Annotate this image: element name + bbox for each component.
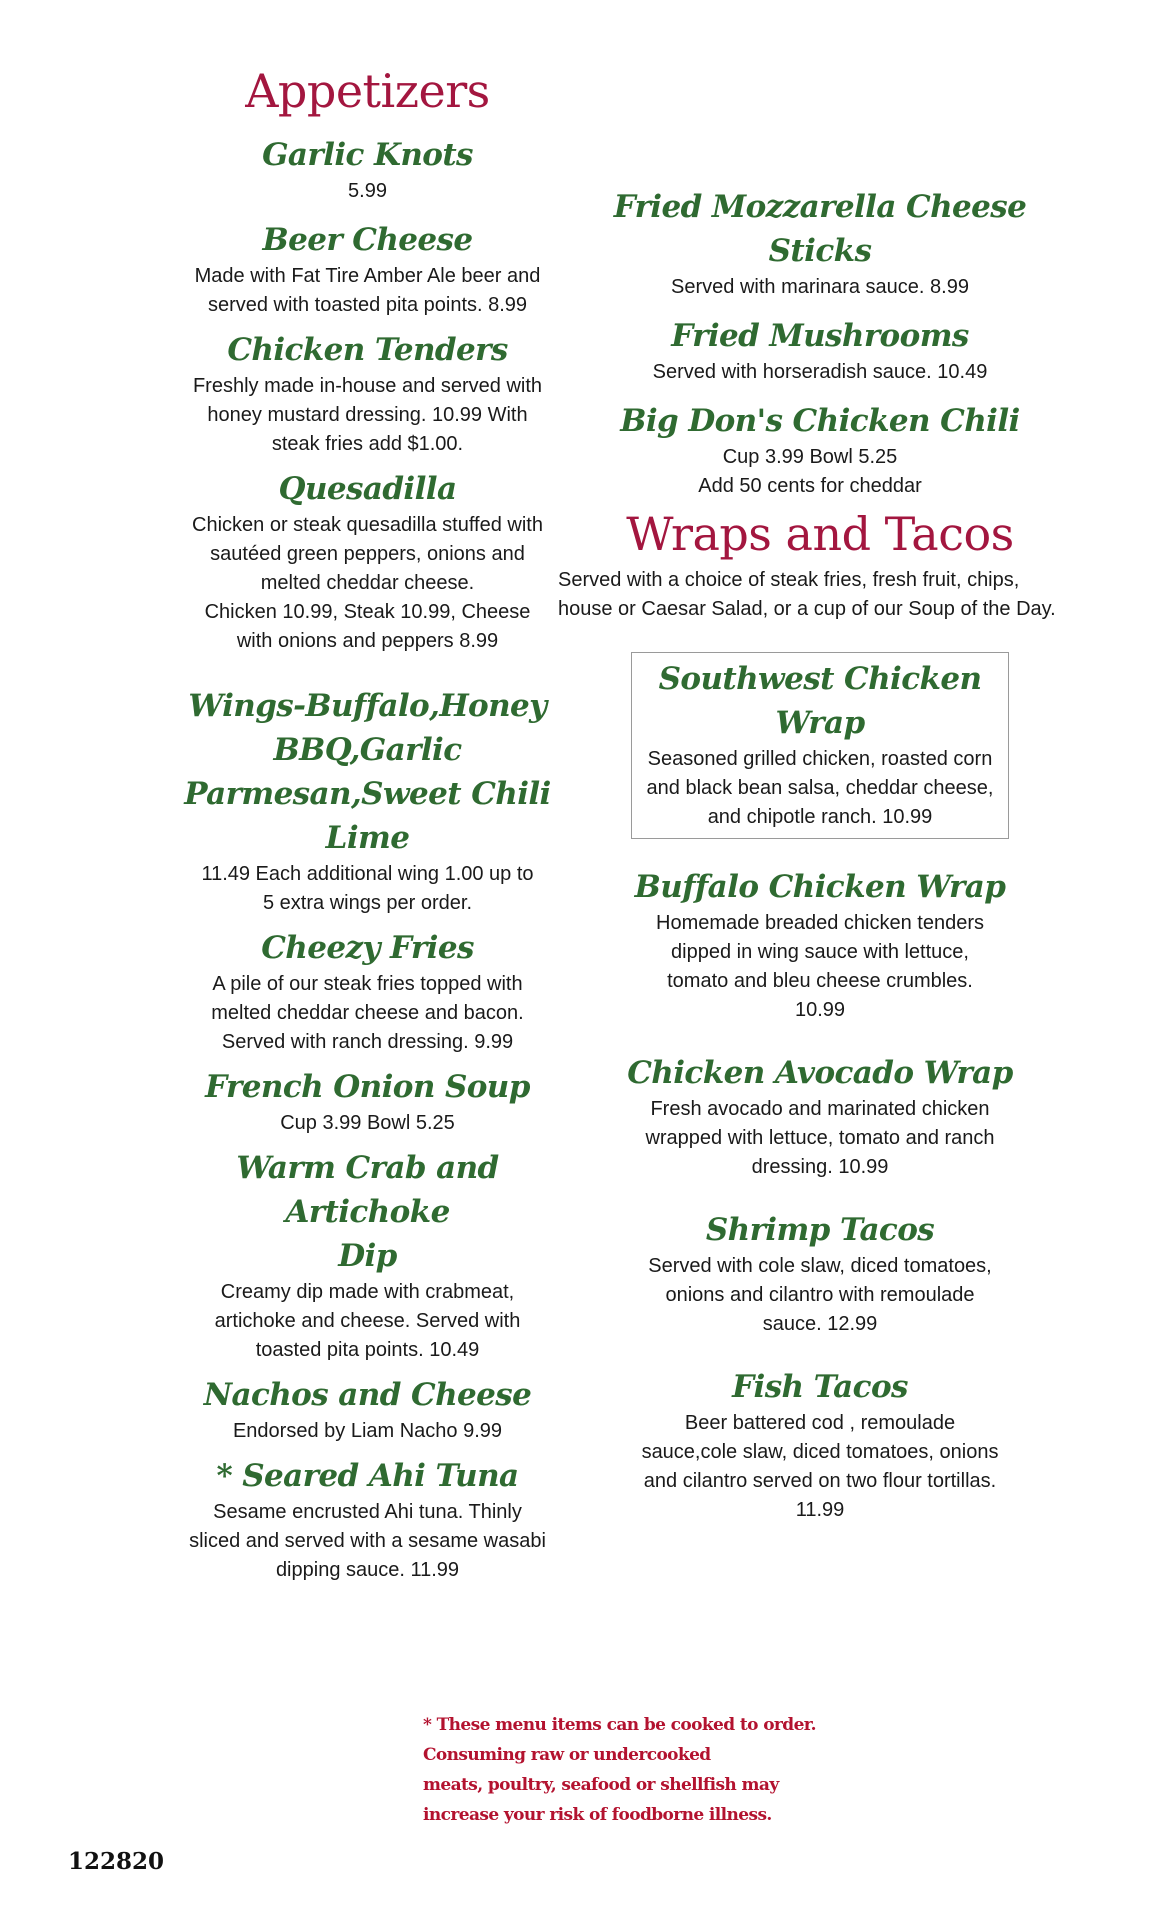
menu-item-cheezy-fries bbox=[180, 926, 555, 1057]
appetizers-title: Appetizers bbox=[245, 64, 490, 118]
menu-code: 122820 bbox=[68, 1848, 165, 1875]
item-desc: Cup 3.99 Bowl 5.25 bbox=[280, 1111, 455, 1134]
item-name: Chicken Avocado Wrap bbox=[627, 1054, 1013, 1091]
item-desc: 5.99 bbox=[348, 179, 387, 202]
item-desc: Cup 3.99 Bowl 5.25 Add 50 cents for cheddar bbox=[698, 446, 922, 497]
item-desc: Freshly made in-house and served with honey mustard dressing. 10.99 With steak fries add $1.00. bbox=[192, 374, 543, 455]
item-name: Quesadilla bbox=[278, 470, 457, 507]
item-name: Beer Cheese bbox=[262, 221, 473, 258]
item-name: Fried Mushrooms bbox=[671, 318, 969, 354]
item-desc: Fresh avocado and marinated chicken wrapped with lettuce, tomato and ranch dressing. 10.99 bbox=[645, 1097, 995, 1178]
menu-item-quesadilla bbox=[180, 467, 555, 656]
item-desc: Homemade breaded chicken tenders dipped in wing sauce with lettuce, tomato and bleu cheese crumbles. 10.99 bbox=[656, 911, 984, 1021]
item-name: Big Don's Chicken Chili bbox=[620, 403, 1020, 439]
featured-item-box bbox=[631, 652, 1009, 839]
appetizers-column bbox=[180, 0, 555, 1585]
item-name: Nachos and Cheese bbox=[203, 1376, 532, 1413]
item-name: Garlic Knots bbox=[262, 136, 473, 173]
item-name: Fish Tacos bbox=[732, 1368, 908, 1405]
item-desc: Served with cole slaw, diced tomatoes, onions and cilantro with remoulade sauce. 12.99 bbox=[648, 1254, 992, 1335]
menu-item-beer-cheese bbox=[180, 218, 555, 320]
item-desc: Served with horseradish sauce. 10.49 bbox=[652, 361, 988, 383]
menu-item-big-dons-chicken-chili bbox=[560, 399, 1080, 501]
wraps-intro: Served with a choice of steak fries, fresh fruit, chips, house or Caesar Salad, or a cup of our Soup of the Day. bbox=[558, 568, 1056, 620]
raw-food-disclaimer: * These menu items can be cooked to order. Consuming raw or undercooked meats, poultry, seafood or shellfish may increase your risk of foodborne illness. bbox=[423, 1715, 816, 1825]
menu-item-fish-tacos bbox=[560, 1365, 1080, 1525]
item-desc: Sesame encrusted Ahi tuna. Thinly sliced and served with a sesame wasabi dipping sauce. 11.99 bbox=[189, 1500, 546, 1581]
item-name: French Onion Soup bbox=[205, 1068, 530, 1105]
menu-item-chicken-tenders bbox=[180, 328, 555, 459]
item-desc: 11.49 Each additional wing 1.00 up to 5 extra wings per order. bbox=[201, 862, 534, 914]
menu-item-crab-artichoke-dip bbox=[180, 1146, 555, 1365]
menu-item-fried-mushrooms bbox=[560, 314, 1080, 387]
menu-item-shrimp-tacos bbox=[560, 1208, 1080, 1339]
item-desc: A pile of our steak fries topped with melted cheddar cheese and bacon. Served with ranch dressing. 9.99 bbox=[211, 972, 524, 1053]
right-column bbox=[560, 0, 1080, 1525]
menu-item-wings bbox=[180, 684, 555, 918]
item-desc: Seasoned grilled chicken, roasted corn and black bean salsa, cheddar cheese, and chipotle ranch. 10.99 bbox=[646, 747, 994, 828]
menu-item-fried-mozzarella-sticks bbox=[560, 185, 1080, 302]
menu-item-nachos-and-cheese bbox=[180, 1373, 555, 1446]
item-desc: Creamy dip made with crabmeat, artichoke and cheese. Served with toasted pita points. 10.49 bbox=[214, 1280, 521, 1361]
wraps-and-tacos-title: Wraps and Tacos bbox=[626, 507, 1014, 561]
item-name: Cheezy Fries bbox=[261, 929, 474, 966]
item-desc: Endorsed by Liam Nacho 9.99 bbox=[232, 1419, 503, 1442]
menu-item-french-onion-soup bbox=[180, 1065, 555, 1138]
item-name: Shrimp Tacos bbox=[705, 1211, 935, 1248]
menu-item-chicken-avocado-wrap bbox=[560, 1051, 1080, 1182]
item-name: Southwest Chicken Wrap bbox=[658, 660, 982, 741]
item-name: Fried Mozzarella Cheese Sticks bbox=[613, 189, 1027, 269]
item-desc: Made with Fat Tire Amber Ale beer and served with toasted pita points. 8.99 bbox=[194, 264, 541, 316]
item-name: Chicken Tenders bbox=[227, 331, 508, 368]
menu-item-buffalo-chicken-wrap bbox=[560, 865, 1080, 1025]
menu-item-seared-ahi-tuna bbox=[180, 1454, 555, 1585]
item-desc: Served with marinara sauce. 8.99 bbox=[671, 276, 969, 298]
item-name: Buffalo Chicken Wrap bbox=[634, 868, 1006, 905]
item-desc: Beer battered cod , remoulade sauce,cole slaw, diced tomatoes, onions and cilantro served on two flour tortillas. 11.99 bbox=[641, 1411, 999, 1521]
item-desc: Chicken or steak quesadilla stuffed with sautéed green peppers, onions and melted cheddar cheese. Chicken 10.99, Steak 10.99, Cheese with onions and peppers 8.99 bbox=[192, 513, 543, 652]
menu-item-garlic-knots bbox=[180, 133, 555, 206]
item-name: Wings-Buffalo,Honey BBQ,Garlic Parmesan,Sweet Chili Lime bbox=[184, 687, 551, 856]
item-name: Warm Crab and Artichoke Dip bbox=[236, 1149, 499, 1274]
item-name: * Seared Ahi Tuna bbox=[216, 1457, 519, 1494]
